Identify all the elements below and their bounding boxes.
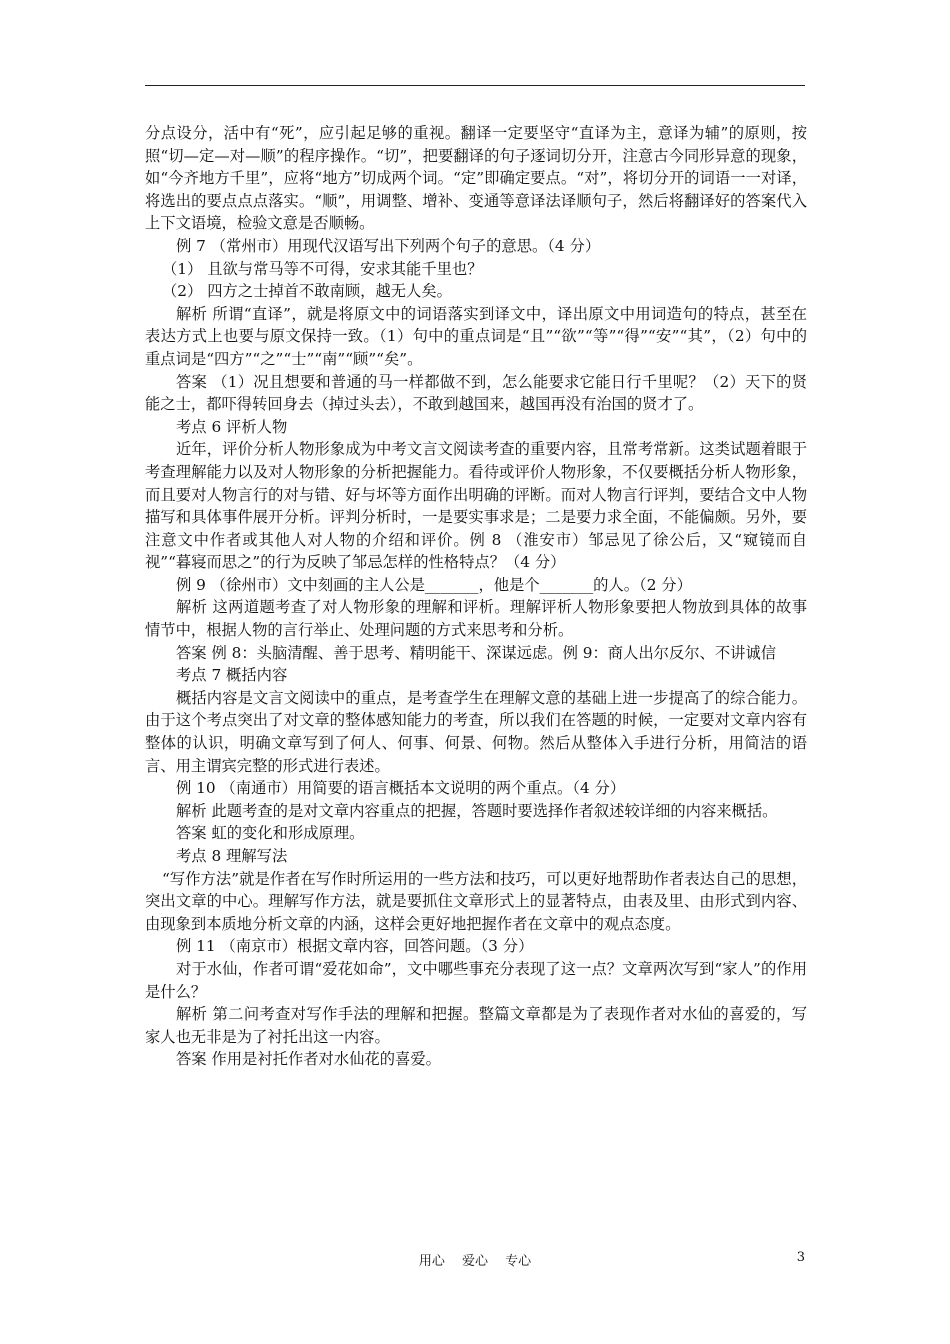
footer-motto: 用心 爱心 专心 bbox=[418, 1254, 532, 1269]
section-heading-8: 考点 8 理解写法 bbox=[176, 847, 288, 865]
example-10-analysis: 解析 此题考查的是对文章内容重点的把握，答题时要选择作者叙述较详细的内容来概括。 bbox=[176, 801, 778, 820]
example-11-analysis: 解析 第二问考查对写作手法的理解和把握。整篇文章都是为了表现作者对水仙的喜爱的，写家人也无非是为了衬托出这一内容。 bbox=[145, 1005, 807, 1046]
page-body bbox=[145, 122, 807, 1071]
page-footer bbox=[0, 1250, 950, 1270]
example-7-answer: 答案 （1）况且想要和普通的马一样都做不到，怎么能要求它能日行千里呢？（2）天下的贤能之士，都吓得转回身去（掉过头去），不敢到越国来，越国再没有治国的贤才了。 bbox=[145, 372, 807, 414]
example-7-question: 例 7 （常州市）用现代汉语写出下列两个句子的意思。（4 分） bbox=[176, 236, 601, 255]
section-7-body: 概括内容是文言文阅读中的重点，是考查学生在理解文意的基础上进一步提高了的综合能力。由于这个考点突出了对文章的整体感知能力的考查，所以我们在答题的时候，一定要对文章内容有整体的认识，明确文章写到了何人、何事、何景、何物。然后从整体入手进行分析，用简洁的语言、用主谓宾完整的形式进行表述。 bbox=[145, 688, 807, 775]
example-7-sentence-1: （1） 且欲与常马等不可得，安求其能千里也？ bbox=[162, 259, 483, 278]
paragraph-translation-method: 分点设分，活中有“死”，应引起足够的重视。翻译一定要坚守“直译为主，意译为辅”的原则，按照“切—定—对—顺”的程序操作。“切”，把要翻译的句子逐词切分开，注意古今同形异意的现象，如“今齐地方千里”，应将“地方”切成两个词。“定”即确定要点。“对”，将切分开的词语一一对译，将选出的要点点点落实。“顺”，用调整、增补、变通等意译法译顺句子，然后将翻译好的答案代入上下文语境，检验文意是否顺畅。 bbox=[145, 124, 807, 233]
example-7-sentence-2: （2） 四方之士掉首不敢南顾，越无人矣。 bbox=[162, 282, 452, 301]
example-11-answer: 答案 作用是衬托作者对水仙花的喜爱。 bbox=[176, 1050, 441, 1069]
section-heading-7: 考点 7 概括内容 bbox=[176, 666, 288, 685]
example-7-analysis: 解析 所谓“直译”，就是将原文中的词语落实到译文中，译出原文中用词造句的特点，甚至在表达方式上也要与原文保持一致。（1）句中的重点词是“且”“欲”“等”“得”“安”“其”，（2）句中的重点词是“四方”“之”“士”“南”“顾”“矣”。 bbox=[145, 304, 807, 368]
page-number: 3 bbox=[796, 1250, 805, 1265]
section-heading-6: 考点 6 评析人物 bbox=[176, 417, 288, 436]
section-8-body: “写作方法”就是作者在写作时所运用的一些方法和技巧，可以更好地帮助作者表达自己的思想，突出文章的中心。理解写作方法，就是要抓住文章形式上的显著特点，由表及里、由形式到内容、由现象到本质地分析文章的内涵，这样会更好地把握作者在文章中的观点态度。 bbox=[145, 869, 807, 933]
example-11-prompt: 对于水仙，作者可谓“爱花如命”，文中哪些事充分表现了这一点？文章两次写到“家人”的作用是什么？ bbox=[145, 959, 807, 1001]
example-10-question: 例 10 （南通市）用简要的语言概括本文说明的两个重点。（4 分） bbox=[176, 779, 626, 798]
example-11-question: 例 11 （南京市）根据文章内容，回答问题。（3 分） bbox=[176, 937, 534, 956]
example-9-question: 例 9 （徐州市）文中刻画的主人公是_______，他是个_______的人。（2 分） bbox=[176, 575, 692, 594]
example-8-9-analysis: 解析 这两道题考查了对人物形象的理解和评析。理解评析人物形象要把人物放到具体的故事情节中，根据人物的言行举止、处理问题的方式来思考和分析。 bbox=[145, 598, 807, 640]
section-6-body: 近年，评价分析人物形象成为中考文言文阅读考查的重要内容，且常考常新。这类试题着眼于考查理解能力以及对人物形象的分析把握能力。看待或评价人物形象，不仅要概括分析人物形象，而且要对人物言行的对与错、好与坏等方面作出明确的评断。而对人物言行评判，要结合文中人物描写和具体事件展开分析。评判分析时，一是要实事求是；二是要力求全面，不能偏颇。另外，要注意文中作者或其他人对人物的介绍和评价。例 8 （淮安市）邹忌见了徐公后，又“窥镜而自视”“暮寝而思之”的行为反映了邹忌怎样的性格特点？（4 分） bbox=[145, 440, 807, 572]
example-10-answer: 答案 虹的变化和形成原理。 bbox=[176, 824, 365, 843]
header-rule bbox=[145, 85, 805, 86]
example-8-9-answer: 答案 例 8：头脑清醒、善于思考、精明能干、深谋远虑。例 9：商人出尔反尔、不讲诚信 bbox=[176, 643, 777, 662]
